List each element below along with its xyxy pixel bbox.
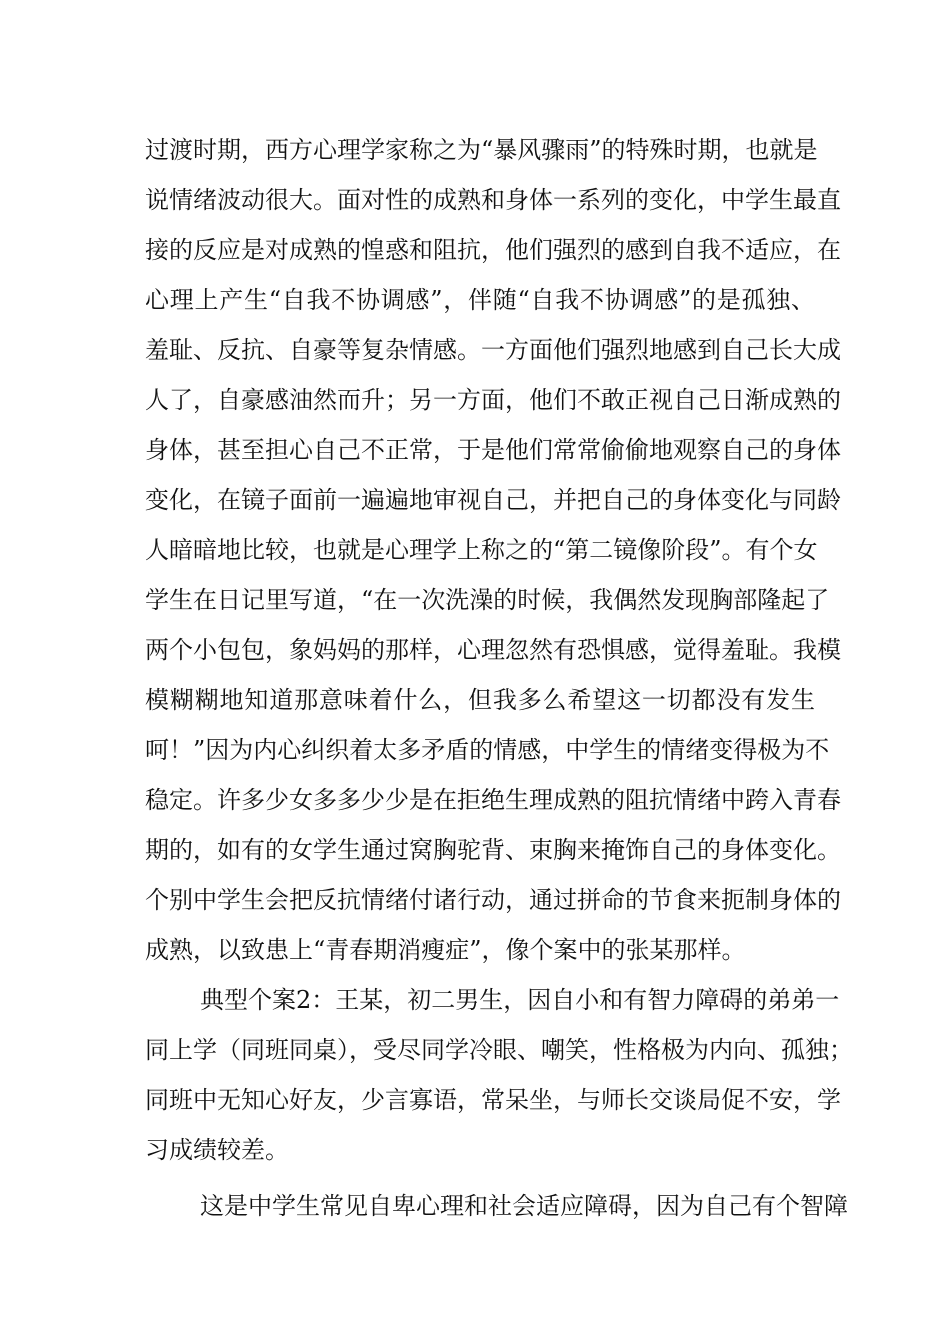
text-line: 过渡时期，西方心理学家称之为“暴风骤雨”的特殊时期，也就是	[145, 136, 818, 164]
text-line: 个别中学生会把反抗情绪付诸行动，通过拼命的节食来扼制身体的	[145, 886, 841, 914]
text-line: 人了，自豪感油然而升；另一方面，他们不敢正视自己日渐成熟的	[145, 386, 841, 414]
text-line: 说情绪波动很大。面对性的成熟和身体一系列的变化，中学生最直	[145, 186, 841, 214]
text-line: 期的，如有的女学生通过窝胸驼背、束胸来掩饰自己的身体变化。	[145, 836, 841, 864]
paragraph-first-line: 典型个案2：王某，初二男生，因自小和有智力障碍的弟弟一	[200, 986, 840, 1014]
text-line: 同班中无知心好友，少言寡语，常呆坐，与师长交谈局促不安，学	[145, 1086, 841, 1114]
text-line: 成熟，以致患上“青春期消瘦症”，像个案中的张某那样。	[145, 936, 746, 964]
text-line: 身体，甚至担心自己不正常，于是他们常常偷偷地观察自己的身体	[145, 436, 841, 464]
text-line: 心理上产生“自我不协调感”，伴随“自我不协调感”的是孤独、	[145, 286, 815, 314]
text-line: 两个小包包，象妈妈的那样，心理忽然有恐惧感，觉得羞耻。我模	[145, 636, 841, 664]
text-line: 稳定。许多少女多多少少是在拒绝生理成熟的阻抗情绪中跨入青春	[145, 786, 841, 814]
text-line: 学生在日记里写道，“在一次洗澡的时候，我偶然发现胸部隆起了	[145, 586, 830, 614]
text-line: 习成绩较差。	[145, 1136, 289, 1164]
text-line: 变化，在镜子面前一遍遍地审视自己，并把自己的身体变化与同龄	[145, 486, 841, 514]
text-line: 模糊糊地知道那意味着什么，但我多么希望这一切都没有发生	[145, 686, 815, 714]
paragraph-first-line: 这是中学生常见自卑心理和社会适应障碍，因为自己有个智障	[200, 1192, 848, 1220]
text-line: 同上学（同班同桌），受尽同学冷眼、嘲笑，性格极为内向、孤独；	[145, 1036, 853, 1064]
text-line: 呵！”因为内心纠织着太多矛盾的情感，中学生的情绪变得极为不	[145, 736, 830, 764]
text-line: 接的反应是对成熟的惶惑和阻抗，他们强烈的感到自我不适应，在	[145, 236, 841, 264]
text-line: 羞耻、反抗、自豪等复杂情感。一方面他们强烈地感到自己长大成	[145, 336, 841, 364]
text-line: 人暗暗地比较，也就是心理学上称之的“第二镜像阶段”。有个女	[145, 536, 818, 564]
